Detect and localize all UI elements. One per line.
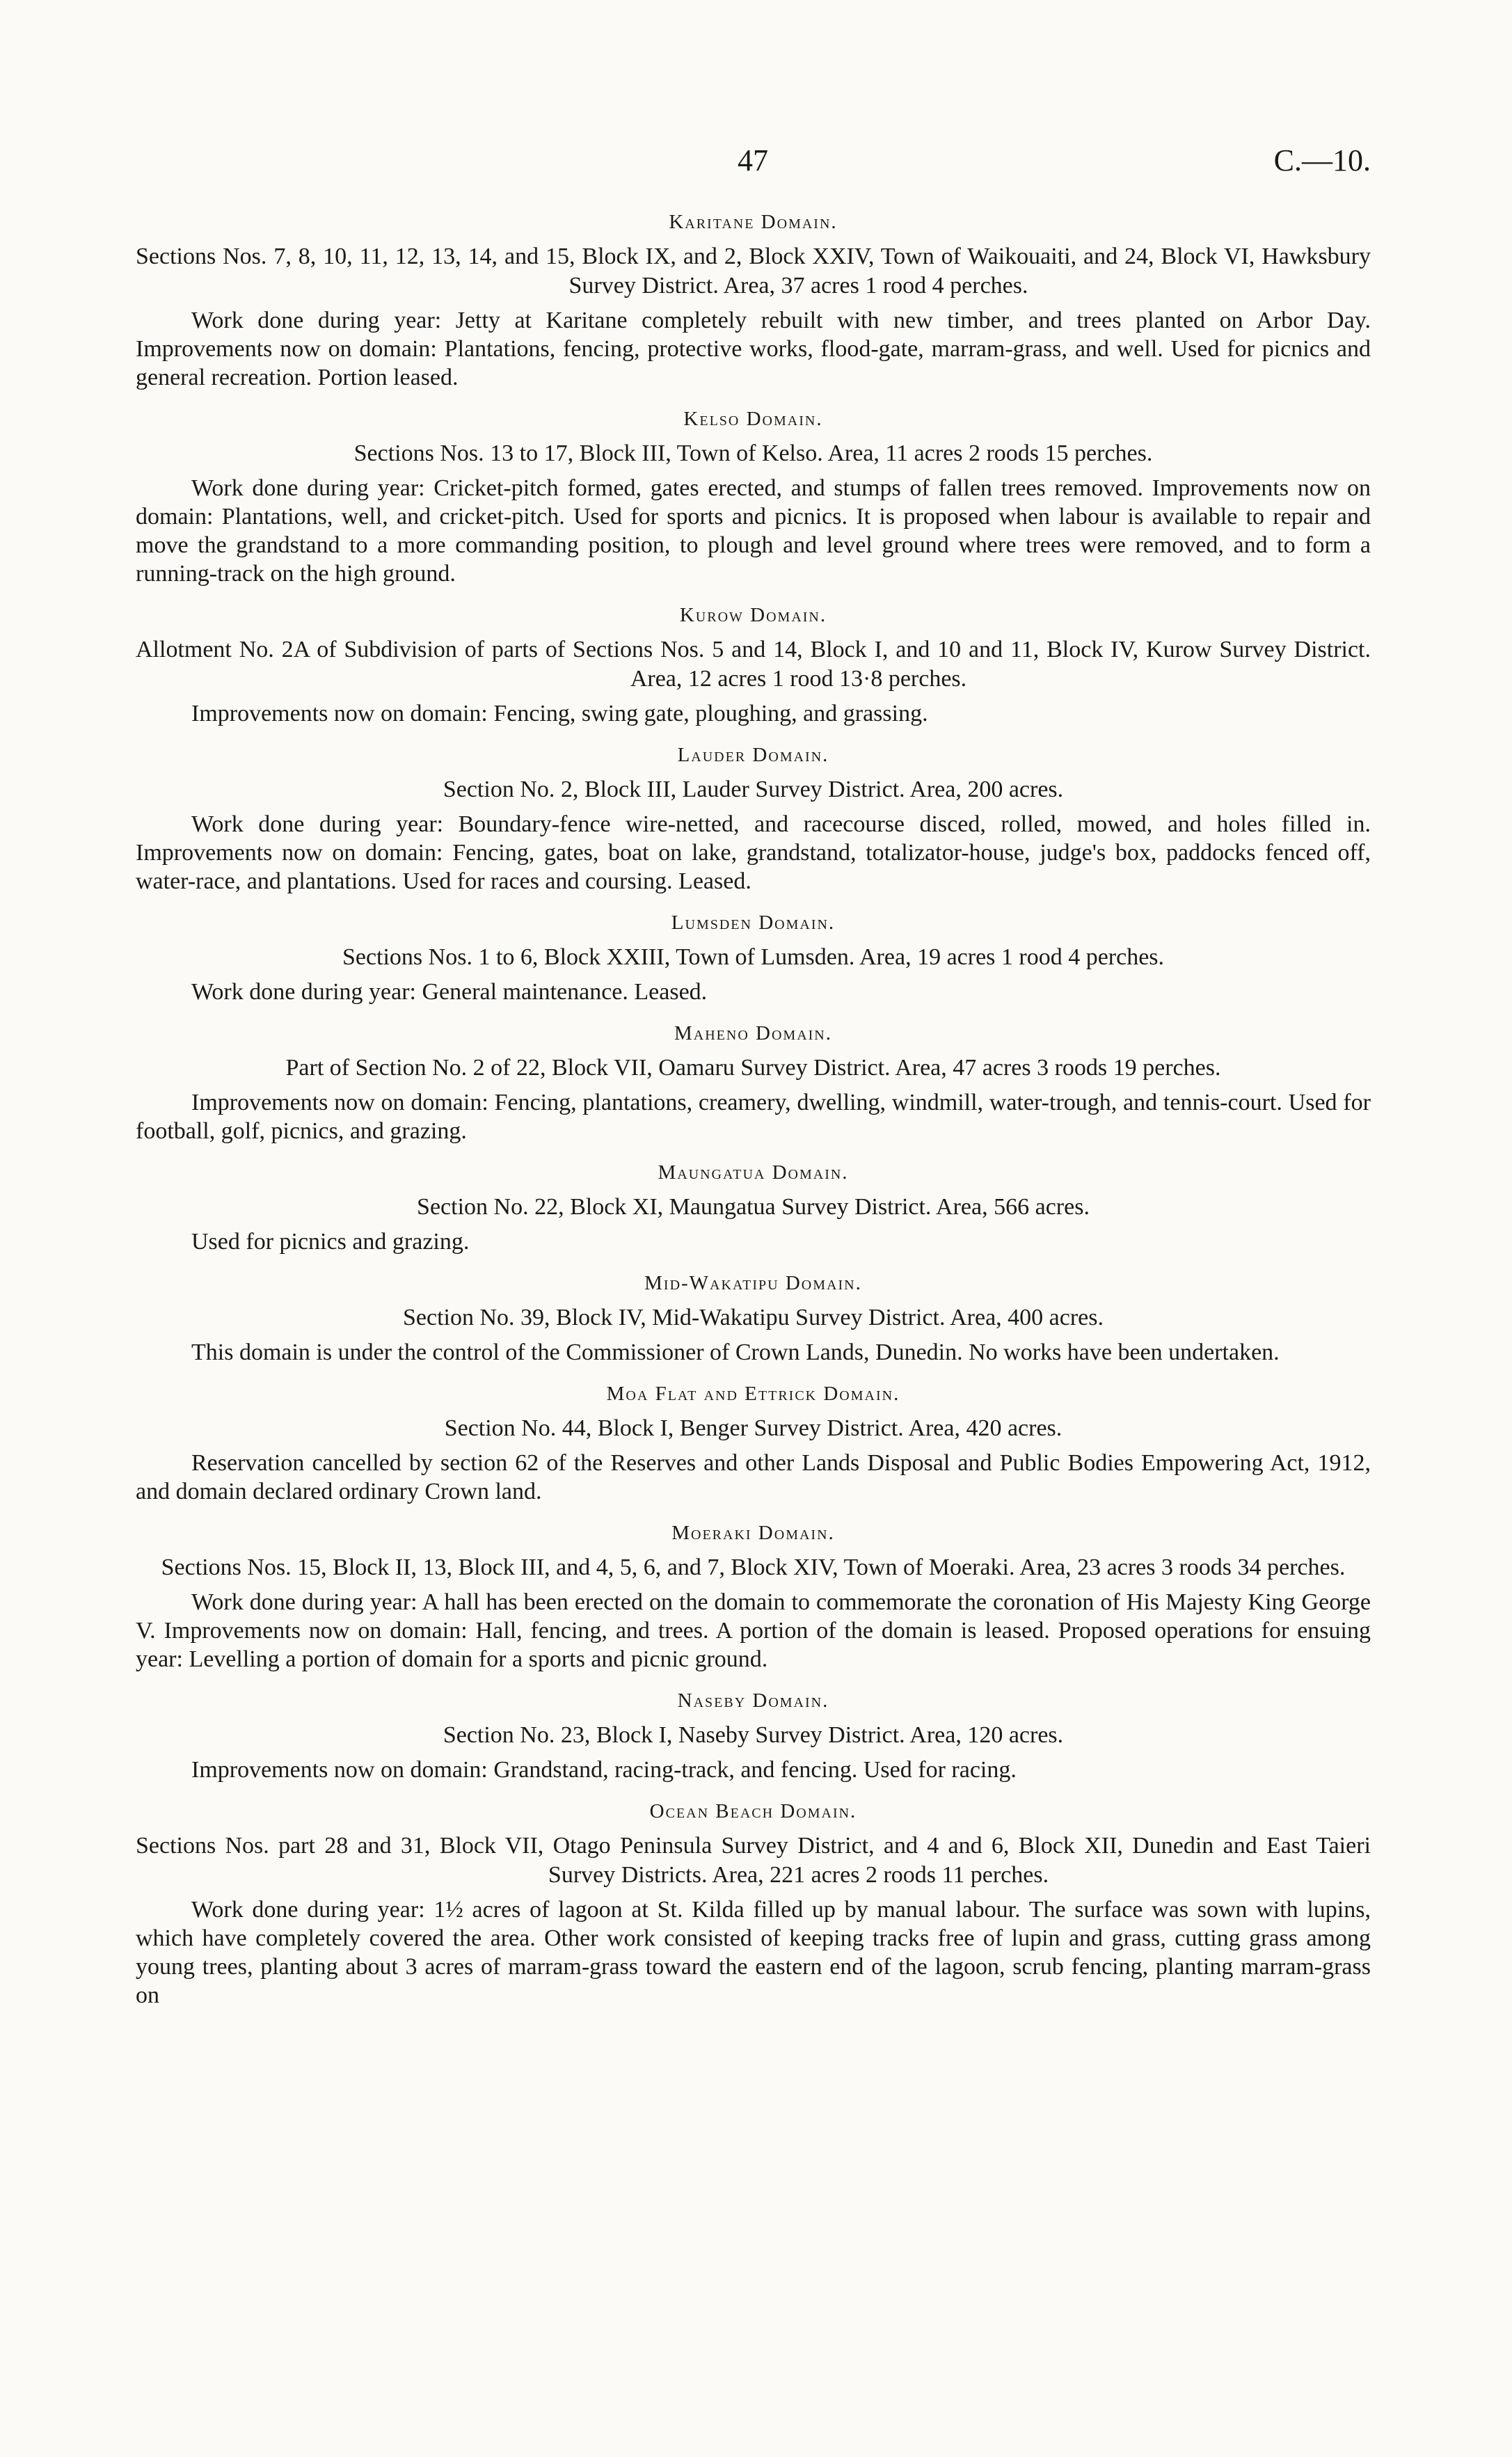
domain-section-naseby (136, 1687, 1371, 1784)
domain-section-maheno (136, 1020, 1371, 1145)
section-body: Improvements now on domain: Fencing, plantations, creamery, dwelling, windmill, water-trough, and tennis-court. Used for football, golf, picnics, and grazing. (136, 1090, 1371, 1144)
section-body: Improvements now on domain: Grandstand, racing-track, and fencing. Used for racing. (191, 1757, 1017, 1783)
page-content (136, 209, 1371, 2023)
section-legal-description: Sections Nos. part 28 and 31, Block VII, Otago Peninsula Survey District, and 4 and 6, Block XII, Dunedin and East Taieri Survey Districts. Area, 221 acres 2 roods 11 perches. (136, 1833, 1371, 1888)
section-legal-description: Sections Nos. 15, Block II, 13, Block III, and 4, 5, 6, and 7, Block XIV, Town of Moeraki. Area, 23 acres 3 roods 34 perches. (161, 1554, 1346, 1580)
domain-section-moeraki (136, 1520, 1371, 1673)
section-title: Naseby Domain. (677, 1689, 829, 1712)
section-title: Moeraki Domain. (671, 1522, 835, 1544)
section-body: Work done during year: Boundary-fence wire-netted, and racecourse disced, rolled, mowed, and holes filled in. Improvements now on domain: Fencing, gates, boat on lake, grandstand, totalizator-house, judge's box, paddocks fenced off, water-race, and plantations. Used for races and coursing. Leased. (136, 811, 1371, 894)
section-body: Improvements now on domain: Fencing, swing gate, ploughing, and grassing. (191, 701, 928, 726)
section-title: Lauder Domain. (677, 744, 829, 766)
section-body: Reservation cancelled by section 62 of the Reserves and other Lands Disposal and Public Bodies Empowering Act, 1912, and domain declared ordinary Crown land. (136, 1450, 1371, 1504)
section-title: Maungatua Domain. (658, 1161, 849, 1184)
section-legal-description: Sections Nos. 7, 8, 10, 11, 12, 13, 14, and 15, Block IX, and 2, Block XXIV, Town of Waikouaiti, and 24, Block VI, Hawksbury Survey District. Area, 37 acres 1 rood 4 perches. (136, 244, 1371, 299)
section-title: Maheno Domain. (674, 1022, 832, 1044)
section-body: Work done during year: A hall has been erected on the domain to commemorate the coronation of His Majesty King George V. Improvements now on domain: Hall, fencing, and trees. A portion of the domain is leased. Proposed operations for ensuing year: Levelling a portion of domain for a sports and picnic ground. (136, 1589, 1371, 1672)
section-title: Ocean Beach Domain. (649, 1800, 857, 1822)
domain-section-ocean-beach (136, 1798, 1371, 2010)
section-title: Karitane Domain. (669, 211, 838, 233)
domain-section-mid-wakatipu (136, 1270, 1371, 1367)
section-body: Work done during year: Jetty at Karitane completely rebuilt with new timber, and trees planted on Arbor Day. Improvements now on domain: Plantations, fencing, protective works, flood-gate, marram-grass, and well. Used for picnics and general recreation. Portion leased. (136, 308, 1371, 390)
section-legal-description: Section No. 44, Block I, Benger Survey District. Area, 420 acres. (444, 1415, 1063, 1441)
section-title: Kelso Domain. (683, 408, 823, 430)
section-body: Work done during year: 1½ acres of lagoon at St. Kilda filled up by manual labour. The surface was sown with lupins, which have completely covered the area. Other work consisted of keeping tracks free of lupin and grass, cutting grass among young trees, planting about 3 acres of marram-grass toward the eastern end of the lagoon, scrub fencing, planting marram-grass on (136, 1897, 1371, 2008)
page-number: 47 (738, 143, 768, 177)
section-title: Moa Flat and Ettrick Domain. (606, 1383, 900, 1405)
domain-section-lumsden (136, 909, 1371, 1006)
section-title: Mid-Wakatipu Domain. (644, 1272, 862, 1294)
section-legal-description: Allotment No. 2A of Subdivision of parts of Sections Nos. 5 and 14, Block I, and 10 and 11, Block IV, Kurow Survey District. Area, 12 acres 1 rood 13·8 perches. (136, 637, 1371, 692)
section-legal-description: Section No. 39, Block IV, Mid-Wakatipu Survey District. Area, 400 acres. (402, 1305, 1104, 1330)
domain-section-kurow (136, 602, 1371, 728)
domain-section-kelso (136, 406, 1371, 588)
section-body: Used for picnics and grazing. (191, 1229, 470, 1255)
section-body: Work done during year: General maintenance. Leased. (191, 979, 708, 1005)
document-reference: C.—10. (1273, 143, 1371, 177)
section-title: Kurow Domain. (679, 604, 827, 626)
domain-section-moa-flat-ettrick (136, 1381, 1371, 1506)
section-legal-description: Part of Section No. 2 of 22, Block VII, Oamaru Survey District. Area, 47 acres 3 roods 19 perches. (285, 1055, 1221, 1081)
section-legal-description: Section No. 22, Block XI, Maungatua Survey District. Area, 566 acres. (417, 1194, 1090, 1220)
section-legal-description: Section No. 23, Block I, Naseby Survey District. Area, 120 acres. (443, 1722, 1064, 1748)
section-legal-description: Sections Nos. 13 to 17, Block III, Town of Kelso. Area, 11 acres 2 roods 15 perches. (353, 440, 1153, 466)
section-body: This domain is under the control of the Commissioner of Crown Lands, Dunedin. No works have been undertaken. (191, 1339, 1280, 1365)
section-title: Lumsden Domain. (671, 912, 836, 934)
section-legal-description: Sections Nos. 1 to 6, Block XXIII, Town of Lumsden. Area, 19 acres 1 rood 4 perches. (342, 944, 1165, 970)
domain-section-karitane (136, 209, 1371, 392)
page-header (0, 143, 1512, 184)
domain-section-maungatua (136, 1159, 1371, 1256)
section-legal-description: Section No. 2, Block III, Lauder Survey District. Area, 200 acres. (443, 777, 1064, 802)
section-body: Work done during year: Cricket-pitch formed, gates erected, and stumps of fallen trees removed. Improvements now on domain: Plantations, well, and cricket-pitch. Used for sports and picnics. It is proposed when labour is available to repair and move the grandstand to a more commanding position, to plough and level ground where trees were removed, and to form a running-track on the high ground. (136, 475, 1371, 587)
domain-section-lauder (136, 742, 1371, 896)
